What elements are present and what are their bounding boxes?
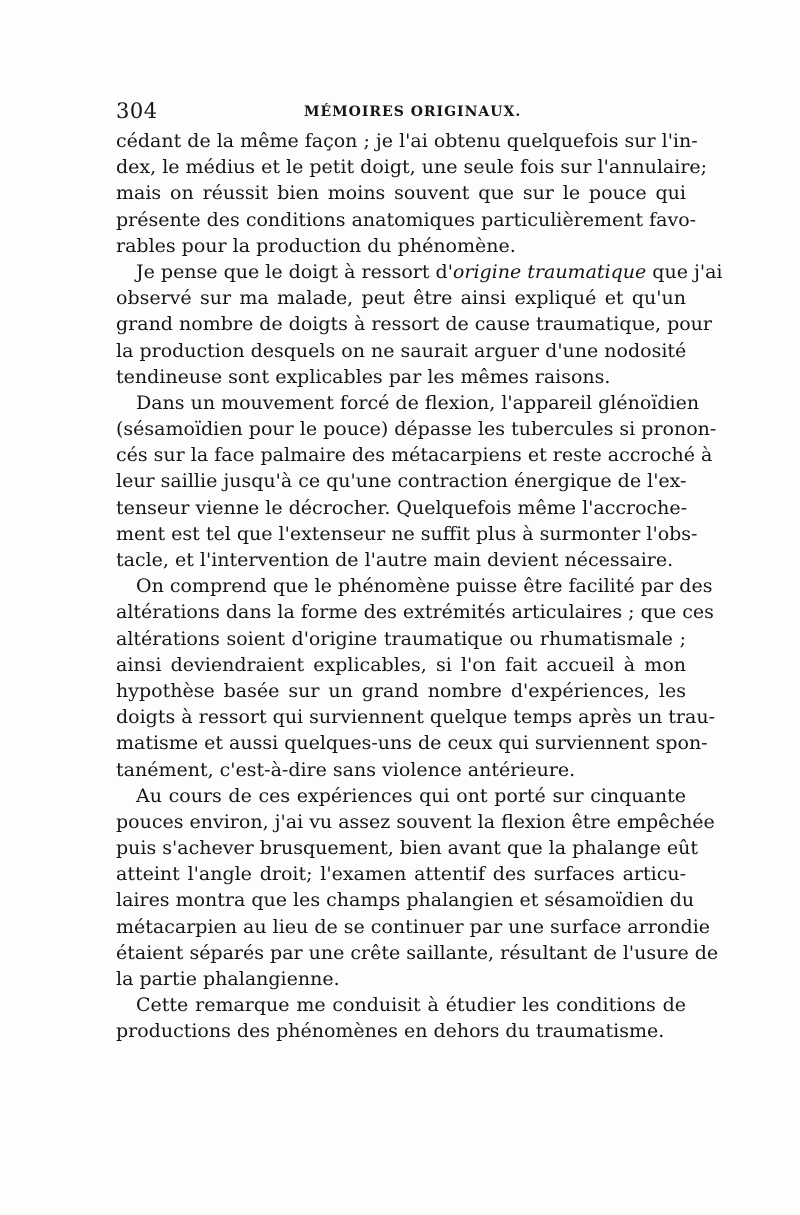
text-line: leur saillie jusqu'à ce qu'une contraction énergique de l'ex-: [116, 470, 687, 493]
text-line: doigts à ressort qui surviennent quelque temps après un trau-: [116, 706, 716, 729]
text-line: pouces environ, j'ai vu assez souvent la flexion être empêchée: [116, 810, 715, 833]
text-line: ment est tel que l'extenseur ne suffit plus à surmonter l'obs-: [116, 522, 698, 545]
text-line: tenseur vienne le décrocher. Quelquefois même l'accroche-: [116, 496, 688, 519]
text-line: la production desquels on ne saurait arguer d'une nodosité: [116, 339, 687, 362]
text-line: dex, le médius et le petit doigt, une seule fois sur l'annulaire;: [116, 156, 708, 179]
paragraph-5: [116, 783, 719, 993]
text-line: ainsi deviendraient explicables, si l'on fait accueil à mon: [116, 653, 686, 676]
text-line: la partie phalangienne.: [116, 968, 340, 990]
text-line: atteint l'angle droit; l'examen attentif des surfaces articu-: [116, 863, 686, 886]
body-text: [116, 128, 723, 1088]
text-line: puis s'achever brusquement, bien avant que la phalange eût: [116, 837, 698, 860]
text-line: tanément, c'est-à-dire sans violence antérieure.: [116, 758, 576, 781]
text-line: productions des phénomènes en dehors du traumatisme.: [116, 1020, 665, 1043]
text-line: rables pour la production du phénomène.: [116, 234, 516, 257]
text-line: grand nombre de doigts à ressort de cause traumatique, pour: [116, 313, 713, 336]
text-line: métacarpien au lieu de se continuer par une surface arrondie: [116, 915, 711, 938]
text-line: On comprend que le phénomène puisse être facilité par des: [136, 575, 713, 598]
paragraph-3: [116, 390, 717, 573]
text-line: altérations dans la forme des extrémités articulaires ; que ces: [116, 601, 714, 624]
text-segment: Je pense que le doigt à ressort d': [136, 260, 453, 283]
text-segment: que j'ai: [646, 260, 723, 283]
text-line: matisme et aussi quelques-uns de ceux qui surviennent spon-: [116, 732, 708, 755]
show-through-texture: [118, 1068, 688, 1084]
text-line: [116, 259, 723, 285]
text-line: observé sur ma malade, peut être ainsi expliqué et qu'un: [116, 287, 686, 310]
text-line: altérations soient d'origine traumatique ou rhumatismale ;: [116, 627, 686, 650]
text-line: tendineuse sont explicables par les mêmes raisons.: [116, 365, 611, 388]
text-line: tacle, et l'intervention de l'autre main devient nécessaire.: [116, 549, 674, 571]
page-number: 304: [116, 99, 158, 123]
text-line: Cette remarque me conduisit à étudier les conditions de: [136, 994, 686, 1017]
text-line: laires montra que les champs phalangien et sésamoïdien du: [116, 889, 695, 912]
text-line: (sésamoïdien pour le pouce) dépasse les tubercules si pronon-: [116, 418, 717, 441]
running-head: [116, 98, 686, 124]
paragraph-1: [116, 128, 708, 259]
text-line: hypothèse basée sur un grand nombre d'expériences, les: [116, 679, 686, 702]
paragraph-2: [116, 259, 723, 390]
text-line: cédant de la même façon ; je l'ai obtenu quelquefois sur l'in-: [116, 130, 698, 152]
section-title: MÉMOIRES ORIGINAUX.: [304, 104, 522, 120]
text-line: présente des conditions anatomiques particulièrement favo-: [116, 208, 697, 231]
text-line: cés sur la face palmaire des métacarpiens et reste accroché à: [116, 444, 713, 467]
paragraph-4: [116, 573, 716, 783]
italic-phrase: origine traumatique: [452, 260, 647, 283]
text-line: mais on réussit bien moins souvent que sur le pouce qui: [116, 182, 686, 205]
text-line: étaient séparés par une crête saillante, résultant de l'usure de: [116, 941, 719, 964]
text-line: Dans un mouvement forcé de flexion, l'appareil glénoïdien: [136, 391, 700, 414]
paragraph-6: [116, 992, 686, 1044]
text-line: Au cours de ces expériences qui ont porté sur cinquante: [136, 784, 686, 807]
